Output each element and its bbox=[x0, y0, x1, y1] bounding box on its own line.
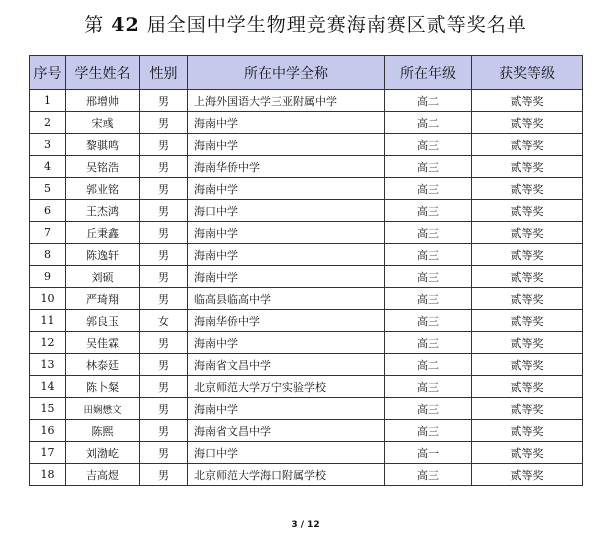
cell-school: 海口中学 bbox=[188, 200, 385, 222]
cell-student-name: 田娴懋文 bbox=[66, 398, 140, 420]
cell-student-name: 郭业铭 bbox=[66, 178, 140, 200]
cell-school: 海南中学 bbox=[188, 134, 385, 156]
cell-school: 海南中学 bbox=[188, 266, 385, 288]
cell-student-name: 林泰廷 bbox=[66, 354, 140, 376]
cell-gender: 男 bbox=[140, 200, 188, 222]
cell-index: 9 bbox=[30, 266, 66, 288]
cell-student-name: 刘硕 bbox=[66, 266, 140, 288]
cell-school: 海南中学 bbox=[188, 244, 385, 266]
cell-index: 2 bbox=[30, 112, 66, 134]
table-row bbox=[30, 354, 583, 376]
cell-award-level: 贰等奖 bbox=[472, 442, 583, 464]
table-header-row bbox=[30, 56, 583, 90]
cell-index: 3 bbox=[30, 134, 66, 156]
table-row bbox=[30, 376, 583, 398]
cell-student-name: 郭良玉 bbox=[66, 310, 140, 332]
cell-school: 海南中学 bbox=[188, 112, 385, 134]
cell-gender: 男 bbox=[140, 376, 188, 398]
cell-award-level: 贰等奖 bbox=[472, 332, 583, 354]
cell-gender: 男 bbox=[140, 112, 188, 134]
table-row bbox=[30, 222, 583, 244]
cell-index: 18 bbox=[30, 464, 66, 486]
cell-student-name: 宋彧 bbox=[66, 112, 140, 134]
cell-index: 6 bbox=[30, 200, 66, 222]
cell-grade: 高三 bbox=[385, 398, 472, 420]
cell-gender: 男 bbox=[140, 442, 188, 464]
cell-grade: 高三 bbox=[385, 464, 472, 486]
cell-gender: 男 bbox=[140, 332, 188, 354]
cell-award-level: 贰等奖 bbox=[472, 464, 583, 486]
cell-grade: 高三 bbox=[385, 266, 472, 288]
cell-gender: 女 bbox=[140, 310, 188, 332]
cell-school: 海南中学 bbox=[188, 332, 385, 354]
cell-award-level: 贰等奖 bbox=[472, 266, 583, 288]
cell-award-level: 贰等奖 bbox=[472, 200, 583, 222]
cell-student-name: 王杰鸿 bbox=[66, 200, 140, 222]
cell-index: 5 bbox=[30, 178, 66, 200]
table-row bbox=[30, 112, 583, 134]
cell-award-level: 贰等奖 bbox=[472, 222, 583, 244]
table-row bbox=[30, 178, 583, 200]
table-row bbox=[30, 288, 583, 310]
table-row bbox=[30, 90, 583, 112]
cell-school: 海口中学 bbox=[188, 442, 385, 464]
table-row bbox=[30, 134, 583, 156]
cell-grade: 高三 bbox=[385, 200, 472, 222]
cell-index: 4 bbox=[30, 156, 66, 178]
cell-grade: 高二 bbox=[385, 90, 472, 112]
table-row bbox=[30, 398, 583, 420]
cell-grade: 高三 bbox=[385, 244, 472, 266]
title-prefix: 第 bbox=[84, 14, 105, 36]
cell-student-name: 丘秉鑫 bbox=[66, 222, 140, 244]
cell-school: 海南华侨中学 bbox=[188, 310, 385, 332]
cell-award-level: 贰等奖 bbox=[472, 178, 583, 200]
cell-student-name: 吴佳霖 bbox=[66, 332, 140, 354]
cell-grade: 高三 bbox=[385, 376, 472, 398]
page-indicator: 3 / 12 bbox=[291, 520, 320, 530]
cell-gender: 男 bbox=[140, 222, 188, 244]
table-row bbox=[30, 420, 583, 442]
cell-grade: 高三 bbox=[385, 178, 472, 200]
cell-grade: 高一 bbox=[385, 442, 472, 464]
cell-index: 8 bbox=[30, 244, 66, 266]
cell-gender: 男 bbox=[140, 90, 188, 112]
table-row bbox=[30, 332, 583, 354]
cell-student-name: 陈熙 bbox=[66, 420, 140, 442]
header-gender: 性别 bbox=[140, 56, 188, 90]
cell-school: 海南华侨中学 bbox=[188, 156, 385, 178]
cell-gender: 男 bbox=[140, 244, 188, 266]
cell-school: 临高县临高中学 bbox=[188, 288, 385, 310]
cell-index: 17 bbox=[30, 442, 66, 464]
cell-grade: 高二 bbox=[385, 112, 472, 134]
cell-gender: 男 bbox=[140, 398, 188, 420]
cell-grade: 高三 bbox=[385, 134, 472, 156]
table-row bbox=[30, 266, 583, 288]
cell-school: 海南省文昌中学 bbox=[188, 354, 385, 376]
header-school: 所在中学全称 bbox=[188, 56, 385, 90]
table-row bbox=[30, 310, 583, 332]
cell-award-level: 贰等奖 bbox=[472, 288, 583, 310]
cell-gender: 男 bbox=[140, 288, 188, 310]
cell-index: 12 bbox=[30, 332, 66, 354]
cell-grade: 高三 bbox=[385, 332, 472, 354]
cell-index: 15 bbox=[30, 398, 66, 420]
cell-index: 16 bbox=[30, 420, 66, 442]
cell-school: 海南省文昌中学 bbox=[188, 420, 385, 442]
cell-award-level: 贰等奖 bbox=[472, 398, 583, 420]
cell-index: 11 bbox=[30, 310, 66, 332]
header-index: 序号 bbox=[30, 56, 66, 90]
cell-award-level: 贰等奖 bbox=[472, 310, 583, 332]
cell-grade: 高三 bbox=[385, 420, 472, 442]
table-row bbox=[30, 156, 583, 178]
cell-award-level: 贰等奖 bbox=[472, 244, 583, 266]
cell-student-name: 陈卜粲 bbox=[66, 376, 140, 398]
header-grade: 所在年级 bbox=[385, 56, 472, 90]
cell-school: 海南中学 bbox=[188, 222, 385, 244]
cell-award-level: 贰等奖 bbox=[472, 156, 583, 178]
cell-school: 北京师范大学海口附属学校 bbox=[188, 464, 385, 486]
header-award-level: 获奖等级 bbox=[472, 56, 583, 90]
cell-student-name: 刘渤屹 bbox=[66, 442, 140, 464]
cell-school: 海南中学 bbox=[188, 398, 385, 420]
cell-gender: 男 bbox=[140, 156, 188, 178]
table-row bbox=[30, 244, 583, 266]
cell-gender: 男 bbox=[140, 464, 188, 486]
cell-grade: 高三 bbox=[385, 288, 472, 310]
cell-grade: 高三 bbox=[385, 222, 472, 244]
cell-grade: 高二 bbox=[385, 354, 472, 376]
cell-student-name: 黎骐鸣 bbox=[66, 134, 140, 156]
cell-school: 北京师范大学万宁实验学校 bbox=[188, 376, 385, 398]
cell-gender: 男 bbox=[140, 354, 188, 376]
cell-student-name: 严琦翔 bbox=[66, 288, 140, 310]
cell-award-level: 贰等奖 bbox=[472, 134, 583, 156]
cell-index: 14 bbox=[30, 376, 66, 398]
cell-index: 10 bbox=[30, 288, 66, 310]
cell-gender: 男 bbox=[140, 134, 188, 156]
title-number: 42 bbox=[111, 14, 140, 36]
cell-school: 上海外国语大学三亚附属中学 bbox=[188, 90, 385, 112]
title-suffix: 届全国中学生物理竞赛海南赛区贰等奖名单 bbox=[146, 14, 527, 36]
cell-student-name: 吉高煜 bbox=[66, 464, 140, 486]
cell-award-level: 贰等奖 bbox=[472, 354, 583, 376]
cell-award-level: 贰等奖 bbox=[472, 90, 583, 112]
table-row bbox=[30, 464, 583, 486]
cell-grade: 高三 bbox=[385, 310, 472, 332]
cell-gender: 男 bbox=[140, 420, 188, 442]
cell-gender: 男 bbox=[140, 266, 188, 288]
header-student-name: 学生姓名 bbox=[66, 56, 140, 90]
cell-school: 海南中学 bbox=[188, 178, 385, 200]
award-table bbox=[29, 55, 583, 486]
cell-award-level: 贰等奖 bbox=[472, 420, 583, 442]
table-row bbox=[30, 442, 583, 464]
table-row bbox=[30, 200, 583, 222]
cell-award-level: 贰等奖 bbox=[472, 112, 583, 134]
cell-student-name: 邢增帅 bbox=[66, 90, 140, 112]
cell-award-level: 贰等奖 bbox=[472, 376, 583, 398]
cell-student-name: 陈逸轩 bbox=[66, 244, 140, 266]
cell-gender: 男 bbox=[140, 178, 188, 200]
cell-grade: 高三 bbox=[385, 156, 472, 178]
cell-index: 1 bbox=[30, 90, 66, 112]
cell-index: 13 bbox=[30, 354, 66, 376]
cell-index: 7 bbox=[30, 222, 66, 244]
document-title bbox=[0, 10, 611, 37]
cell-student-name: 吴铭浩 bbox=[66, 156, 140, 178]
